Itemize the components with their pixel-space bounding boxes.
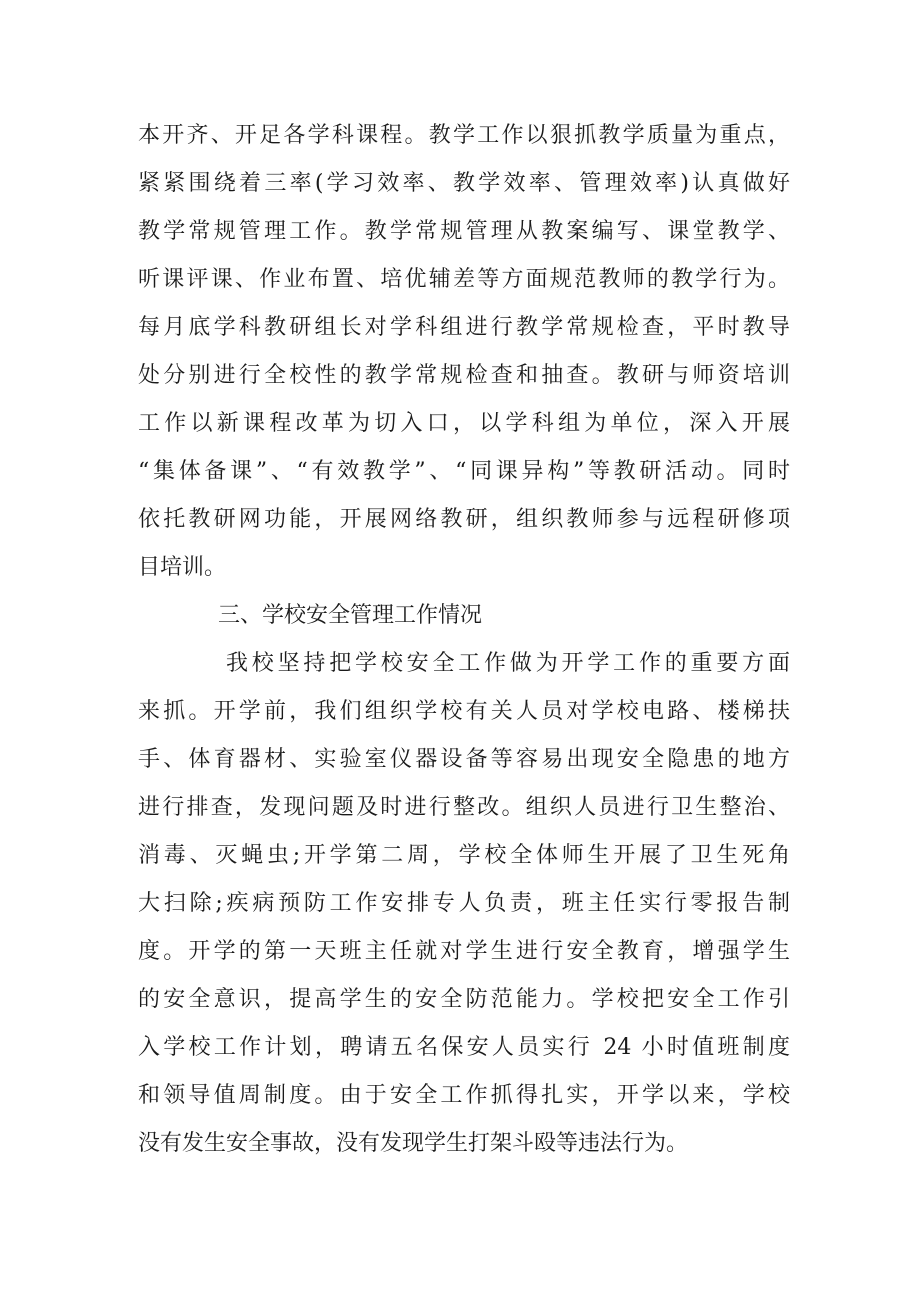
text-line: 来抓。开学前，我们组织学校有关人员对学校电路、楼梯扶: [138, 699, 790, 724]
text-line: 听课评课、作业布置、培优辅差等方面规范教师的教学行为。: [138, 267, 790, 292]
text-line: 工作以新课程改革为切入口，以学科组为单位，深入开展: [138, 411, 790, 436]
text-line: 入学校工作计划，聘请五名保安人员实行 24 小时值班制度: [138, 1035, 790, 1060]
text-line: 目培训。: [138, 555, 227, 580]
section-heading: 三、学校安全管理工作情况: [218, 603, 483, 628]
text-line: 和领导值周制度。由于安全工作抓得扎实，开学以来，学校: [138, 1083, 790, 1108]
text-line: 紧紧围绕着三率(学习效率、教学效率、管理效率)认真做好: [138, 171, 790, 196]
text-line: 教学常规管理工作。教学常规管理从教案编写、课堂教学、: [138, 219, 790, 244]
text-line: 大扫除;疾病预防工作安排专人负责，班主任实行零报告制: [138, 891, 790, 916]
text-line: 的安全意识，提高学生的安全防范能力。学校把安全工作引: [138, 987, 790, 1012]
text-line: 本开齐、开足各学科课程。教学工作以狠抓教学质量为重点，: [138, 123, 790, 148]
paragraph-1: [138, 112, 790, 592]
text-line: 度。开学的第一天班主任就对学生进行安全教育，增强学生: [138, 939, 790, 964]
text-line: 依托教研网功能，开展网络教研，组织教师参与远程研修项: [138, 507, 790, 532]
text-line: 消毒、灭蝇虫;开学第二周，学校全体师生开展了卫生死角: [138, 843, 790, 868]
text-line: 我校坚持把学校安全工作做为开学工作的重要方面: [226, 651, 790, 676]
text-line: 进行排查，发现问题及时进行整改。组织人员进行卫生整治、: [138, 795, 790, 820]
text-line: “集体备课”、“有效教学”、“同课异构”等教研活动。同时: [138, 459, 790, 484]
text-line: 手、体育器材、实验室仪器设备等容易出现安全隐患的地方: [138, 747, 790, 772]
paragraph-2: [138, 640, 790, 1168]
text-line: 每月底学科教研组长对学科组进行教学常规检查，平时教导: [138, 315, 790, 340]
text-line: 处分别进行全校性的教学常规检查和抽查。教研与师资培训: [138, 363, 790, 388]
text-line: 没有发生安全事故，没有发现学生打架斗殴等违法行为。: [138, 1131, 689, 1156]
document-body: [138, 112, 790, 1168]
